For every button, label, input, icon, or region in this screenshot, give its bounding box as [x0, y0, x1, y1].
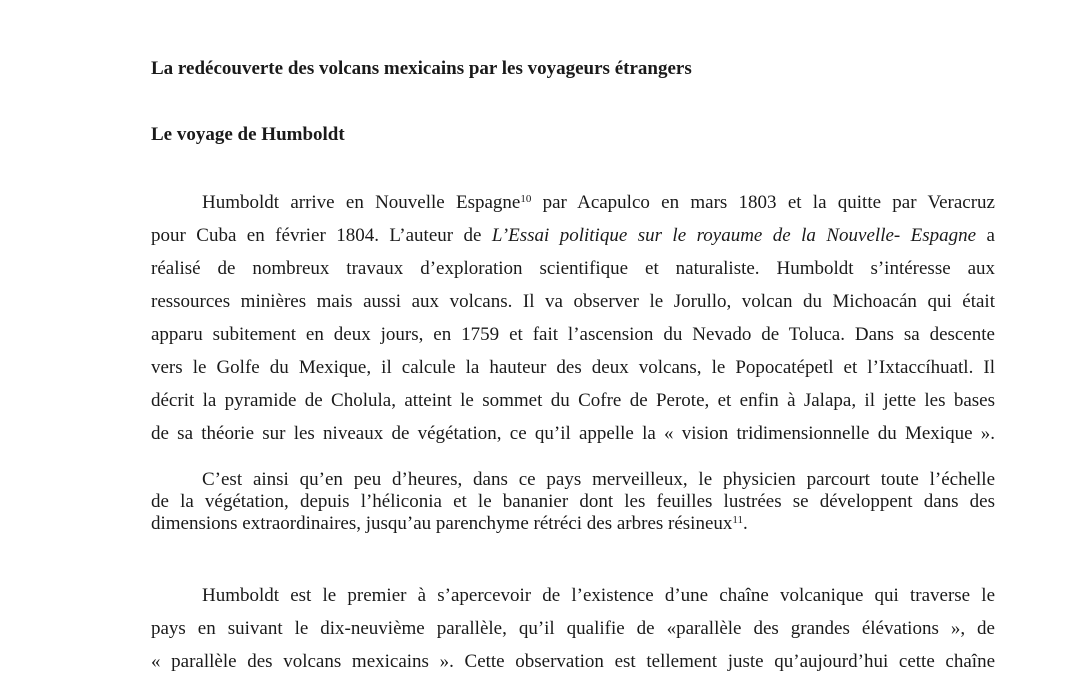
text-line: Humboldt est le premier à s’apercevoir de l’existence d’une chaîne volcanique qui traverse le	[202, 585, 995, 606]
footnote-ref-11: 11	[732, 514, 743, 526]
text-span: a	[976, 225, 995, 246]
text-line	[151, 219, 995, 252]
text-line: pays en suivant le dix-neuvième parallèle, qu’il qualifie de «parallèle des grandes élévations », de	[151, 618, 995, 639]
text-line: apparu subitement en deux jours, en 1759 et fait l’ascension du Nevado de Toluca. Dans sa descente	[151, 324, 995, 345]
text-line: réalisé de nombreux travaux d’exploration scientifique et naturaliste. Humboldt s’intéresse aux	[151, 258, 995, 279]
paragraph-volcanic-chain	[151, 579, 995, 675]
text-line	[151, 186, 995, 219]
text-span: par Acapulco en mars 1803 et la quitte par Veracruz	[531, 192, 995, 213]
paragraph-humboldt-arrival	[151, 186, 995, 450]
text-span: pour Cuba en février 1804. L’auteur de	[151, 225, 492, 246]
text-line: de sa théorie sur les niveaux de végétation, ce qu’il appelle la « vision tridimensionnelle du Mexique ».	[151, 423, 995, 444]
section-title: Le voyage de Humboldt	[151, 124, 345, 145]
text-line: C’est ainsi qu’en peu d’heures, dans ce pays merveilleux, le physicien parcourt toute l’échelle	[202, 469, 995, 490]
text-line: décrit la pyramide de Cholula, atteint le sommet du Cofre de Perote, et enfin à Jalapa, il jette les bases	[151, 390, 995, 411]
chapter-title: La redécouverte des volcans mexicains par les voyageurs étrangers	[151, 58, 692, 79]
block-quote	[151, 469, 995, 535]
text-line: de la végétation, depuis l’héliconia et le bananier dont les feuilles lustrées se développent dans des	[151, 491, 995, 512]
text-line: ressources minières mais aussi aux volcans. Il va observer le Jorullo, volcan du Michoacán qui était	[151, 291, 995, 312]
text-line: « parallèle des volcans mexicains ». Cette observation est tellement juste qu’aujourd’hui cette chaîne	[151, 651, 995, 672]
text-span: Humboldt arrive en Nouvelle Espagne	[202, 192, 521, 213]
text-line: vers le Golfe du Mexique, il calcule la hauteur des deux volcans, le Popocatépetl et l’Ixtaccíhuatl. Il	[151, 357, 995, 378]
text-line	[151, 513, 995, 535]
footnote-ref-10: 10	[520, 193, 532, 205]
book-title: L’Essai politique sur le royaume de la Nouvelle- Espagne	[491, 225, 977, 246]
text-span: dimensions extraordinaires, jusqu’au parenchyme rétréci des arbres résineux	[151, 513, 733, 534]
text-span: .	[743, 513, 748, 534]
